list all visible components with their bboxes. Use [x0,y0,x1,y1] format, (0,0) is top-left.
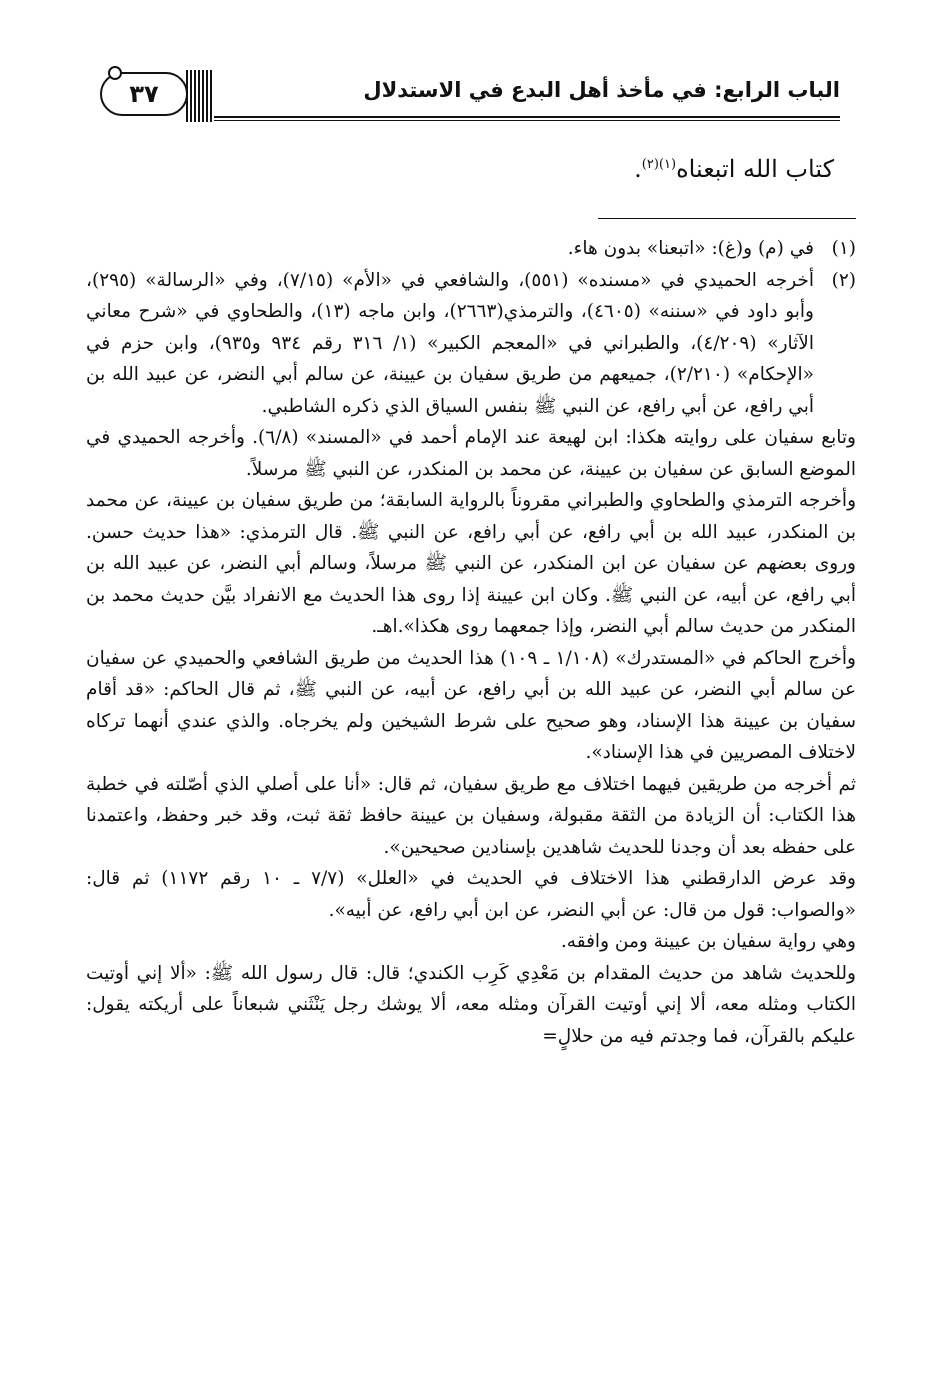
footnote-number: (٢) [831,269,856,291]
footnote-refs: (١)(٢) [641,157,677,172]
page-header [100,70,840,128]
footnote-1 [86,233,856,265]
header-rule [210,116,840,118]
main-text-body: كتاب الله اتبعناه [676,155,834,183]
page-number: ٣٧ [100,72,188,116]
footnote-continuation [86,422,856,1052]
footnote-paragraph: وأخرج الحاكم في «المستدرك» (١/١٠٨ ـ ١٠٩) هذا الحديث من طريق الشافعي والحميدي عن سفيان عن سالم أبي النضر، عن عبيد الله بن أبي رافع، عن أبيه، عن النبي ﷺ، ثم قال الحاكم: «قد أقام سفيان بن عيينة هذا الإسناد، وهو صحيح على شرط الشيخين ولم يخرجاه. والذي عندي أنهما تركاه لاختلاف المصريين في هذا الإسناد». [86,647,856,763]
main-text-end: . [634,155,642,183]
footnote-paragraph: ثم أخرجه من طريقين فيهما اختلاف مع طريق سفيان، ثم قال: «أنا على أصلي الذي أصّلته في خطبة هذا الكتاب: أن الزيادة من الثقة مقبولة، وسفيان بن عيينة حافظ ثقة ثبت، وقد خبر وحفظ، واعتمدنا على حفظه بعد أن وجدنا للحديث شاهدين بإسنادين صحيحين». [86,773,856,858]
footnote-separator [598,218,856,219]
footnote-paragraph: وأخرجه الترمذي والطحاوي والطبراني مقروناً بالرواية السابقة؛ من طريق سفيان بن عيينة، عن محمد بن المنكدر، عبيد الله بن أبي رافع، عن أبي رافع، عن النبي ﷺ. قال الترمذي: «هذا حديث حسن. وروى بعضهم عن سفيان عن ابن المنكدر، عن النبي ﷺ مرسلاً، وسالم أبي النضر، عن عبيد الله بن أبي رافع، عن أبيه، عن النبي ﷺ. وكان ابن عيينة إذا روى هذا الحديث مع الانفراد بيَّن حديث محمد بن المنكدر من حديث سالم أبي النضر، وإذا جمعهما روى هكذا».اهـ. [86,490,856,637]
footnotes [86,233,856,1052]
decorative-bars [186,70,214,122]
footnote-paragraph: وللحديث شاهد من حديث المقدام بن مَعْدِي كَرِب الكندي؛ قال: قال رسول الله ﷺ: «ألا إني أوتيت الكتاب ومثله معه، ألا إني أوتيت القرآن ومثله معه، ألا يوشك رجل يَنْثَني شبعاناً على أريكته يقول: عليكم بالقرآن، فما وجدتم فيه من حلالٍ= [86,962,856,1047]
footnote-paragraph: أخرجه الحميدي في «مسنده» (٥٥١)، والشافعي في «الأم» (٧/١٥)، وفي «الرسالة» (٢٩٥)، وأبو داود في «سننه» (٤٦٠٥)، والترمذي(٢٦٦٣)، وابن ماجه (١٣)، والطحاوي في «شرح معاني الآثار» (٤/٢٠٩)، والطبراني في «المعجم الكبير» (١/ ٣١٦ رقم ٩٣٤ و٩٣٥)، وابن حزم في «الإحكام» (٢/٢١٠)، جميعهم من طريق سفيان بن عيينة، عن سالم أبي النضر، عن عبيد الله بن أبي رافع، عن أبي رافع، عن النبي ﷺ بنفس السياق الذي ذكره الشاطبي. [86,269,815,417]
main-text [114,145,834,189]
running-title: الباب الرابع: في مأخذ أهل البدع في الاستدلال [363,78,840,102]
footnote-paragraph: وتابع سفيان على روايته هكذا: ابن لهيعة عند الإمام أحمد في «المسند» (٦/٨). وأخرجه الحميدي في الموضع السابق عن سفيان بن عيينة، عن محمد بن المنكدر، عن النبي ﷺ مرسلاً. [86,427,856,480]
footnote-paragraph: وهي رواية سفيان بن عيينة ومن وافقه. [560,931,856,952]
footnote-body [86,265,814,423]
header-rule-thin [210,120,840,121]
footnote-paragraph: وقد عرض الدارقطني هذا الاختلاف في الحديث في «العلل» (٧/٧ ـ ١٠ رقم ١١٧٢) ثم قال: «والصواب: قول من قال: عن أبي النضر، عن ابن أبي رافع، عن أبيه». [86,868,856,921]
footnote-body [86,233,814,265]
footnote-paragraph: في (م) و(غ): «اتبعنا» بدون هاء. [567,238,814,259]
footnote-number: (١) [831,238,856,259]
footnote-2 [86,265,856,423]
